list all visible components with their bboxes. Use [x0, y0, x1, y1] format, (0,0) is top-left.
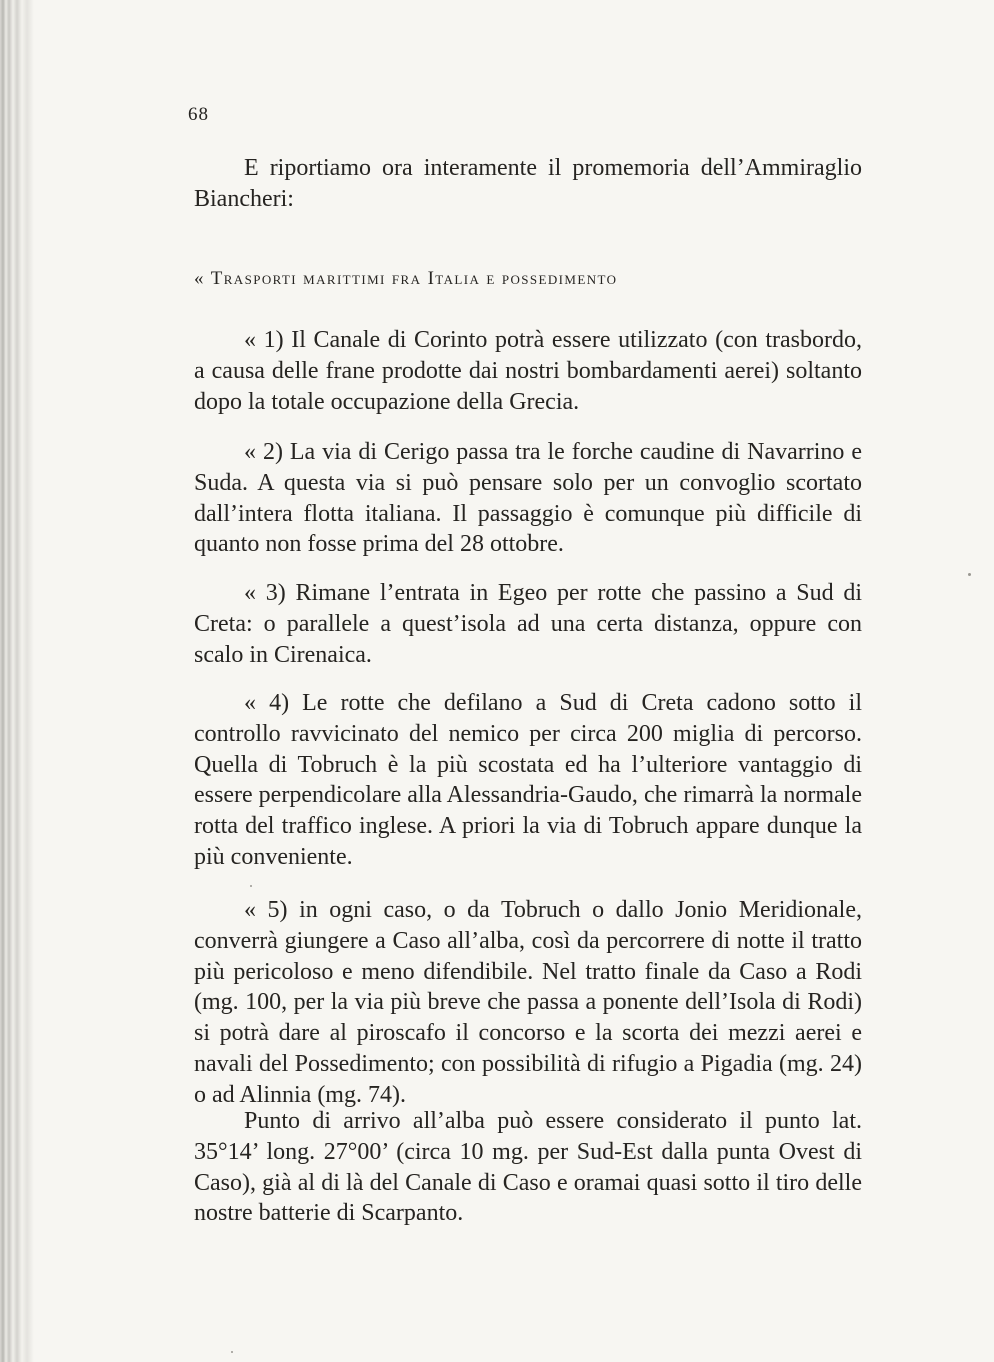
page-binding-edge [0, 0, 34, 1362]
intro-paragraph: E riportiamo ora interamente il promemoria dell’Ammiraglio Biancheri: [194, 155, 862, 212]
section-heading: « Trasporti marittimi fra Italia e possedimento [194, 268, 618, 289]
point-3-paragraph: « 3) Rimane l’entrata in Egeo per rotte che passino a Sud di Creta: o parallele a quest’isola ad una certa distanza, oppure con scalo in Cirenaica. [194, 580, 862, 668]
point-2-paragraph: « 2) La via di Cerigo passa tra le forche caudine di Navarrino e Suda. A questa via si può pensare solo per un convoglio scortato dall’intera flotta italiana. Il passaggio è comunque più difficile di quanto non fosse prima del 28 ottobre. [194, 439, 862, 558]
point-4-paragraph: « 4) Le rotte che defilano a Sud di Creta cadono sotto il controllo ravvicinato del nemico per circa 200 miglia di percorso. Quella di Tobruch è la più scostata ed ha l’ulteriore vantaggio di essere perpendicolare alla Alessandria-Gaudo, che rimarrà la normale rotta del traffico inglese. A priori la via di Tobruch appare dunque la più conveniente. [194, 690, 862, 870]
paper-speck [968, 573, 971, 576]
closing-paragraph: Punto di arrivo all’alba può essere considerato il punto lat. 35°14’ long. 27°00’ (circa 10 mg. per Sud-Est dalla punta Ovest di Caso), già al di là del Canale di Caso e oramai quasi sotto il tiro delle nostre batterie di Scarpanto. [194, 1108, 862, 1227]
point-1-paragraph: « 1) Il Canale di Corinto potrà essere utilizzato (con trasbordo, a causa delle frane prodotte dai nostri bombardamenti aerei) soltanto dopo la totale occupazione della Grecia. [194, 327, 862, 415]
paper-speck [231, 1351, 233, 1353]
paper-speck [250, 885, 252, 887]
page-number: 68 [188, 104, 209, 125]
point-5-paragraph: « 5) in ogni caso, o da Tobruch o dallo Jonio Meridionale, converrà giungere a Caso all’alba, così da percorrere di notte il tratto più pericoloso e meno difendibile. Nel tratto finale da Caso a Rodi (mg. 100, per la via più breve che passa a ponente dell’Isola di Rodi) si potrà dare al piroscafo il concorso e la scorta dei mezzi aerei e navali del Possedimento; con possibilità di rifugio a Pigadia (mg. 24) o ad Alinnia (mg. 74). [194, 897, 862, 1108]
